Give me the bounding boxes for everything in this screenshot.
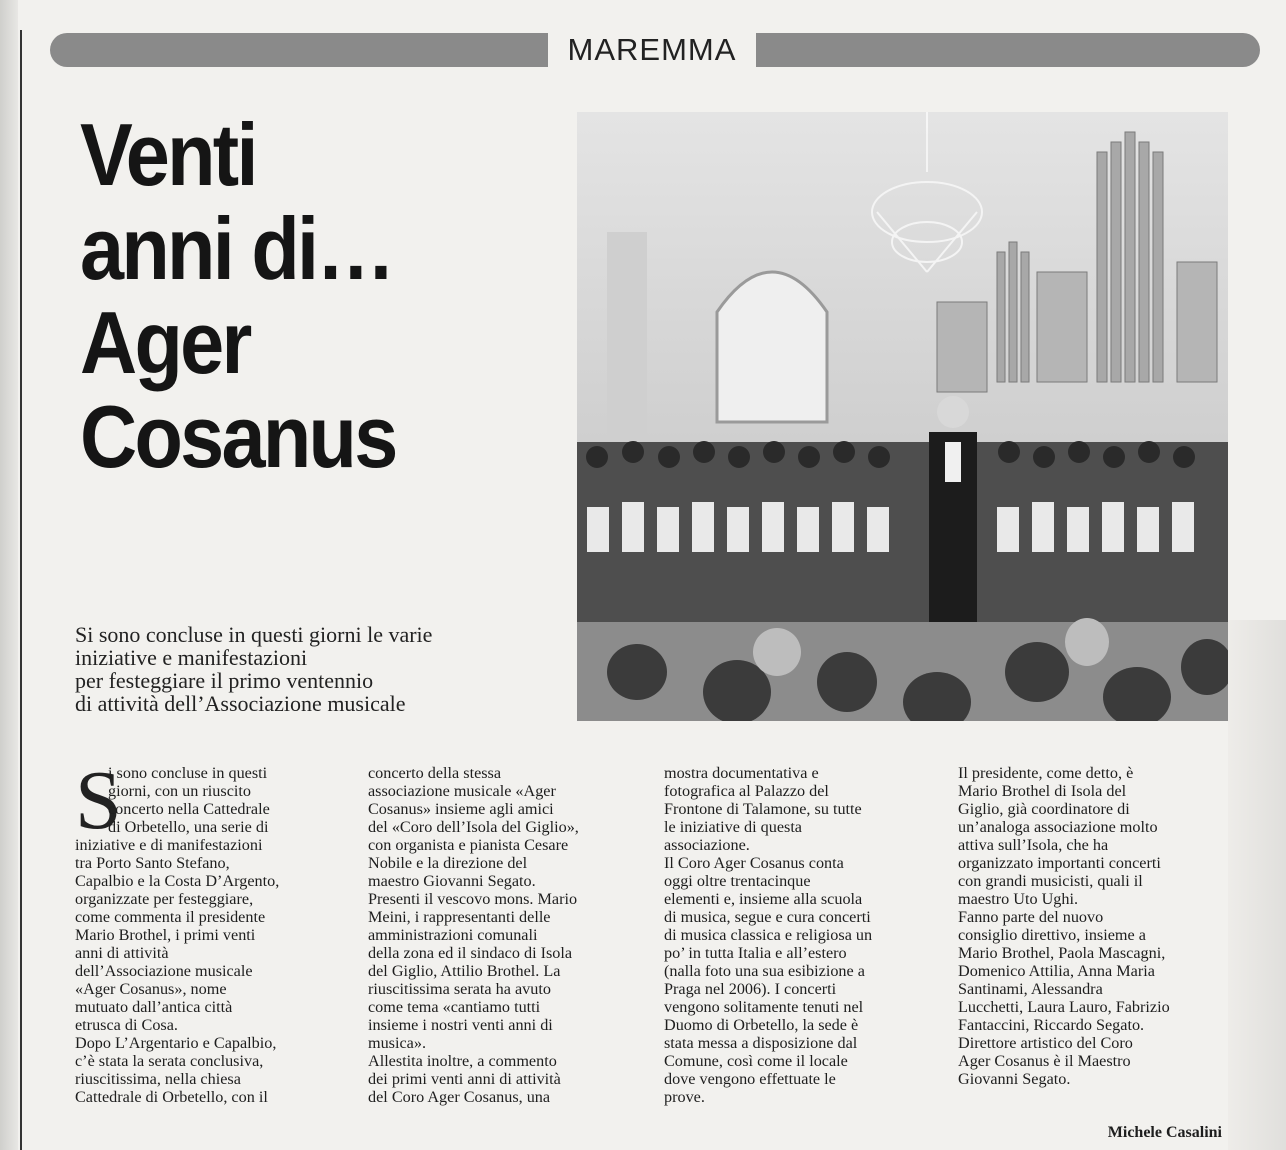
- body-line: della zona ed il sindaco di Isola: [368, 944, 573, 962]
- article-column-4: [958, 764, 1218, 1088]
- body-line: del Giglio, Attilio Brothel. La: [368, 962, 561, 980]
- article-column-1: [75, 754, 335, 1106]
- body-line: un’analoga associazione molto: [958, 818, 1158, 836]
- drop-cap: S: [75, 754, 122, 847]
- headline-line: Ager: [80, 293, 250, 392]
- body-line: maestro Uto Ughi.: [958, 890, 1079, 908]
- body-line: con grandi musicisti, quali il: [958, 872, 1143, 890]
- body-line: i sono concluse in questi: [108, 764, 268, 782]
- body-line: associazione musicale «Ager: [368, 782, 556, 800]
- body-line: Fantaccini, Riccardo Segato.: [958, 1016, 1145, 1034]
- article-column-3: [664, 764, 924, 1106]
- body-line: di musica classica e religiosa un: [664, 926, 873, 944]
- article-column-2: [368, 764, 628, 1106]
- body-line: Fanno parte del nuovo: [958, 908, 1104, 926]
- body-line: tra Porto Santo Stefano,: [75, 854, 230, 872]
- subheadline-line: per festeggiare il primo ventennio: [75, 668, 374, 693]
- subheadline-line: iniziative e manifestazioni: [75, 645, 308, 670]
- body-line: insieme i nostri venti anni di: [368, 1016, 553, 1034]
- body-line: del «Coro dell’Isola del Giglio»,: [368, 818, 579, 836]
- body-line: Cattedrale di Orbetello, con il: [75, 1088, 268, 1106]
- body-line: Santinami, Alessandra: [958, 980, 1103, 998]
- body-line: elementi e, insieme alla scuola: [664, 890, 863, 908]
- body-line: fotografica al Palazzo del: [664, 782, 829, 800]
- body-line: c’è stata la serata conclusiva,: [75, 1052, 264, 1070]
- body-line: Mario Brothel di Isola del: [958, 782, 1127, 800]
- body-line: riuscitissima serata ha avuto: [368, 980, 551, 998]
- body-line: anni di attività: [75, 944, 169, 962]
- body-line: Dopo L’Argentario e Capalbio,: [75, 1034, 277, 1052]
- body-line: Comune, così come il locale: [664, 1052, 848, 1070]
- subheadline-line: Si sono concluse in questi giorni le varie: [75, 622, 433, 647]
- headline-line: anni di…: [80, 199, 393, 298]
- subheadline-line: di attività dell’Associazione musicale: [75, 691, 406, 716]
- author-byline: Michele Casalini: [1107, 1124, 1222, 1141]
- body-line: di musica, segue e cura concerti: [664, 908, 871, 926]
- body-line: etrusca di Cosa.: [75, 1016, 178, 1034]
- body-line: Praga nel 2006). I concerti: [664, 980, 837, 998]
- body-line: po’ in tutta Italia e all’estero: [664, 944, 847, 962]
- headline-line: Venti: [80, 105, 256, 204]
- body-line: stata messa a disposizione dal: [664, 1034, 858, 1052]
- column-rule: [20, 30, 22, 1150]
- body-line: del Coro Ager Cosanus, una: [368, 1088, 551, 1106]
- headline: [80, 105, 521, 486]
- body-line: iniziative e di manifestazioni: [75, 836, 263, 854]
- body-line: Direttore artistico del Coro: [958, 1034, 1133, 1052]
- body-line: maestro Giovanni Segato.: [368, 872, 536, 890]
- body-line: musica».: [368, 1034, 426, 1052]
- body-line: vengono solitamente tenuti nel: [664, 998, 864, 1016]
- subheadline: [75, 623, 555, 715]
- body-line: associazione.: [664, 836, 750, 854]
- body-line: Presenti il vescovo mons. Mario: [368, 890, 578, 908]
- body-line: Ager Cosanus è il Maestro: [958, 1052, 1131, 1070]
- body-line: Nobile e la direzione del: [368, 854, 528, 872]
- choir-photo-illustration: [577, 112, 1228, 721]
- body-line: mutuato dall’antica città: [75, 998, 233, 1016]
- body-line: Frontone di Talamone, su tutte: [664, 800, 862, 818]
- body-line: come commenta il presidente: [75, 908, 266, 926]
- body-line: Il Coro Ager Cosanus conta: [664, 854, 844, 872]
- adjacent-page-edge: [0, 0, 18, 1150]
- body-line: concerto della stessa: [368, 764, 502, 782]
- body-line: Domenico Attilia, Anna Maria: [958, 962, 1155, 980]
- headline-line: Cosanus: [80, 387, 396, 486]
- body-line: Lucchetti, Laura Lauro, Fabrizio: [958, 998, 1170, 1016]
- body-line: di Orbetello, una serie di: [108, 818, 269, 836]
- body-line: attiva sull’Isola, che ha: [958, 836, 1109, 854]
- body-line: con organista e pianista Cesare: [368, 836, 569, 854]
- show-through-shadow: [1228, 620, 1286, 1150]
- body-line: Duomo di Orbetello, la sede è: [664, 1016, 859, 1034]
- body-line: come tema «cantiamo tutti: [368, 998, 541, 1016]
- body-line: Allestita inoltre, a commento: [368, 1052, 557, 1070]
- body-line: Capalbio e la Costa D’Argento,: [75, 872, 280, 890]
- body-line: mostra documentativa e: [664, 764, 819, 782]
- body-line: Il presidente, come detto, è: [958, 764, 1134, 782]
- body-line: le iniziative di questa: [664, 818, 802, 836]
- body-line: Mario Brothel, i primi venti: [75, 926, 256, 944]
- body-line: prove.: [664, 1088, 705, 1106]
- body-line: Giglio, già coordinatore di: [958, 800, 1130, 818]
- body-line: consiglio direttivo, insieme a: [958, 926, 1146, 944]
- body-line: Mario Brothel, Paola Mascagni,: [958, 944, 1166, 962]
- body-line: riuscitissima, nella chiesa: [75, 1070, 241, 1088]
- body-line: «Ager Cosanus», nome: [75, 980, 227, 998]
- body-line: concerto nella Cattedrale: [108, 800, 270, 818]
- body-line: oggi oltre trentacinque: [664, 872, 811, 890]
- body-line: (nalla foto una sua esibizione a: [664, 962, 865, 980]
- body-line: dei primi venti anni di attività: [368, 1070, 561, 1088]
- body-line: amministrazioni comunali: [368, 926, 538, 944]
- choir-concert-photo: [577, 112, 1228, 721]
- body-line: Meini, i rappresentanti delle: [368, 908, 551, 926]
- body-line: dell’Associazione musicale: [75, 962, 253, 980]
- body-line: Cosanus» insieme agli amici: [368, 800, 554, 818]
- body-line: organizzato importanti concerti: [958, 854, 1161, 872]
- section-label: MAREMMA: [548, 30, 756, 70]
- body-line: Giovanni Segato.: [958, 1070, 1071, 1088]
- body-line: organizzate per festeggiare,: [75, 890, 254, 908]
- body-line: giorni, con un riuscito: [108, 782, 251, 800]
- body-line: dove vengono effettuate le: [664, 1070, 836, 1088]
